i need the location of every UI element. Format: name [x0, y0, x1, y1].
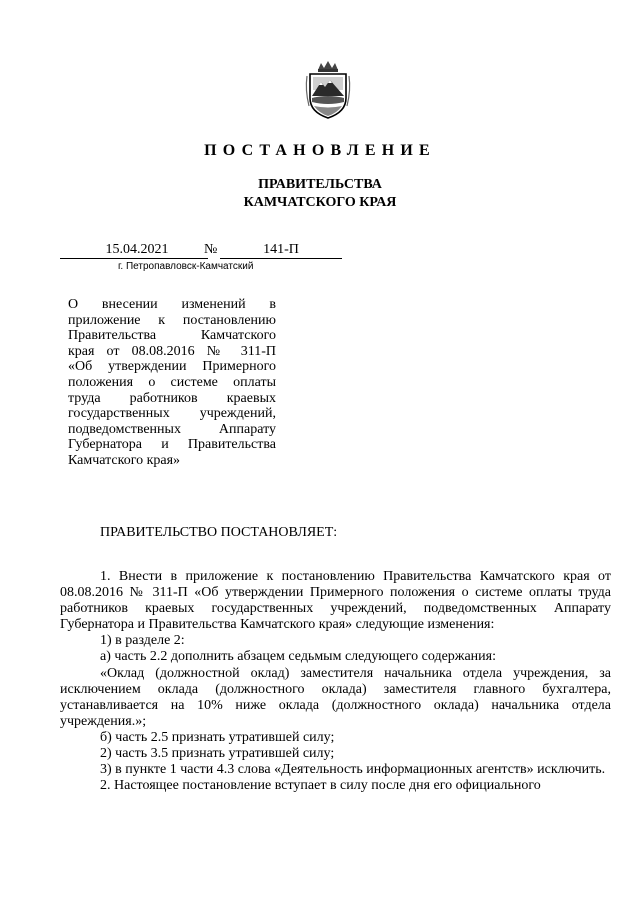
paragraph: б) часть 2.5 признать утратившей силу; [100, 729, 335, 745]
paragraph: 1. Внести в приложение к постановлению Правительства Камчатского края от 08.08.2016 № 311-П «Об утверждении Примерного положения о системе оплаты труда работников краевых государственных учреждений, подведомственных Аппарату Губернатора и Правительства Камчатского края» следующие изменения: [60, 569, 611, 633]
subject-line: «Об утверждении Примерного [68, 359, 276, 375]
document-number: 141-П [220, 242, 342, 259]
paragraph: 2) часть 3.5 признать утратившей силу; [100, 746, 335, 762]
coat-of-arms-emblem [304, 60, 352, 120]
subject-line: края от 08.08.2016 № 311-П [68, 343, 276, 359]
resolution-heading: ПРАВИТЕЛЬСТВО ПОСТАНОВЛЯЕТ: [100, 525, 338, 540]
subject-line: Губернатора и Правительства [68, 437, 276, 453]
issuer-line-2: КАМЧАТСКОГО КРАЯ [243, 195, 397, 210]
paragraph: «Оклад (должностной оклад) заместителя начальника отдела учреждения, за исключением оклада (должностного оклада) заместителя главного бухгалтера, устанавливается на 10% ниже оклада (должностного оклада) начальника отдела учреждения.»; [60, 665, 611, 729]
body-text [60, 569, 611, 794]
city-name: г. Петропавловск-Камчатский [118, 261, 254, 272]
subject-line: положения о системе оплаты [68, 374, 276, 390]
issuer-block [0, 176, 640, 212]
subject-line: приложение к постановлению [68, 312, 276, 328]
subject-line: О внесении изменений в [68, 297, 276, 312]
issuer-line-1: ПРАВИТЕЛЬСТВА [258, 177, 382, 192]
subject-line: подведомственных Аппарату [68, 421, 276, 437]
subject-line: Камчатского края» [68, 452, 181, 468]
document-title: ПОСТАНОВЛЕНИЕ [204, 142, 436, 159]
subject-line: Правительства Камчатского [68, 328, 276, 344]
paragraph: 1) в разделе 2: [100, 633, 185, 649]
document-date: 15.04.2021 [60, 242, 208, 259]
paragraph: 2. Настоящее постановление вступает в силу после дня его официального [100, 778, 541, 794]
subject-line: государственных учреждений, [68, 406, 276, 422]
paragraph: а) часть 2.2 дополнить абзацем седьмым следующего содержания: [100, 649, 496, 665]
number-sign: № [204, 242, 218, 257]
subject-block [68, 297, 276, 469]
paragraph: 3) в пункте 1 части 4.3 слова «Деятельность информационных агентств» исключить. [100, 762, 606, 778]
subject-line: труда работников краевых [68, 390, 276, 406]
